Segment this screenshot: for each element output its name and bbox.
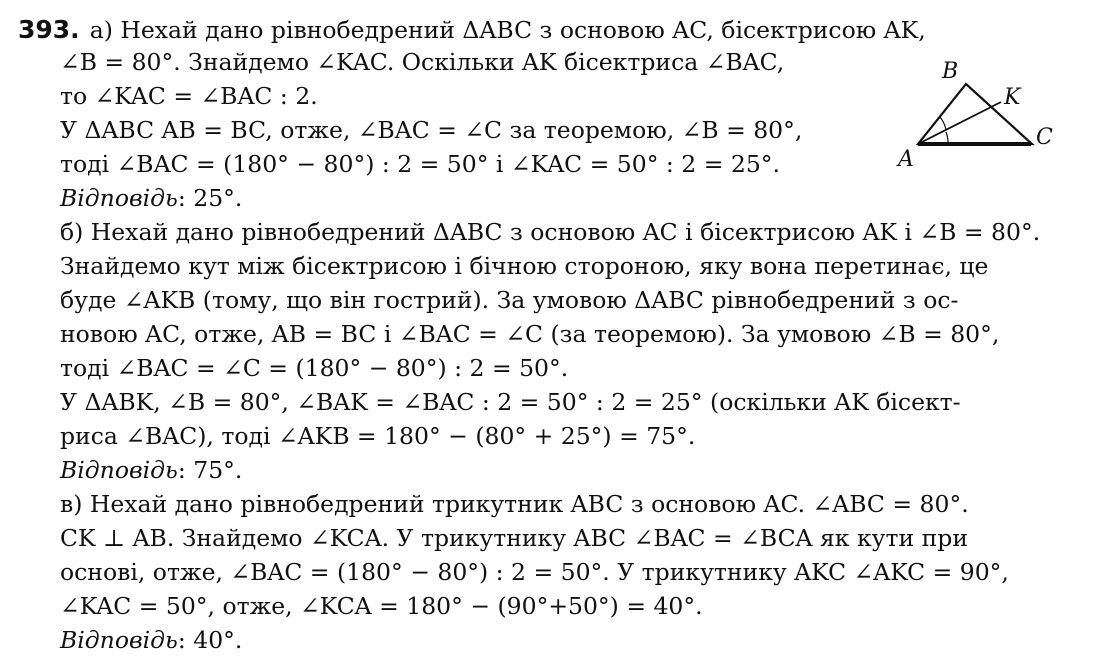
- answer-label: Відповідь: [60, 456, 178, 484]
- answer-b: [60, 455, 242, 486]
- text-line: CK ⊥ AB. Знайдемо ∠KCA. У трикутнику ABC ∠BAC = ∠BCA як кути при: [60, 524, 968, 552]
- problem-line-5: [60, 149, 780, 180]
- problem-line-10: [60, 353, 568, 384]
- problem-line-12: [60, 421, 695, 452]
- angle-arc-1: [940, 117, 946, 130]
- text-line: тоді ∠BAC = ∠C = (180° − 80°) : 2 = 50°.: [60, 354, 569, 382]
- text-line: основі, отже, ∠BAC = (180° − 80°) : 2 = 50°. У трикутнику AKC ∠AKC = 90°,: [60, 558, 1009, 586]
- problem-line-3: [60, 81, 318, 112]
- text-line: а) Нехай дано рівнобедрений ΔABC з основою AC, бісектрисою AK,: [89, 16, 926, 44]
- answer-label: Відповідь: [60, 184, 178, 212]
- text-line: тоді ∠BAC = (180° − 80°) : 2 = 50° і ∠KAC = 50° : 2 = 25°.: [60, 150, 781, 178]
- text-line: то ∠KAC = ∠BAC : 2.: [60, 82, 318, 110]
- answer-a: [60, 183, 242, 214]
- problem-line-7: [60, 251, 988, 282]
- problem-line-13: [60, 489, 969, 520]
- triangle-figure: [890, 56, 1070, 176]
- problem-line-8: [60, 285, 958, 316]
- problem-line-9: [60, 319, 999, 350]
- answer-value: : 75°.: [177, 456, 243, 484]
- problem-line-2: [60, 47, 784, 78]
- text-line: буде ∠AKB (тому, що він гострий). За умовою ΔABC рівнобедрений з ос-: [60, 286, 959, 314]
- problem-line-6: [60, 217, 1040, 248]
- answer-label: Відповідь: [60, 626, 178, 654]
- problem-line-14: [60, 523, 968, 554]
- problem-line-4: [60, 115, 802, 146]
- answer-value: : 25°.: [177, 184, 243, 212]
- problem-line-16: [60, 591, 703, 622]
- problem-line-15: [60, 557, 1009, 588]
- problem-line-1: [18, 14, 926, 45]
- vertex-label-a: A: [898, 147, 914, 172]
- bisector-ak: [918, 102, 1001, 144]
- text-line: У ΔABC AB = BC, отже, ∠BAC = ∠C за теоремою, ∠B = 80°,: [60, 116, 803, 144]
- text-line: б) Нехай дано рівнобедрений ΔABC з основою AC і бісектрисою AK і ∠B = 80°.: [60, 218, 1041, 246]
- text-line: Знайдемо кут між бісектрисою і бічною стороною, яку вона перетинає, це: [60, 252, 989, 280]
- vertex-label-k: K: [1004, 85, 1021, 110]
- text-line: ∠KAC = 50°, отже, ∠KCA = 180° − (90°+50°) = 40°.: [60, 592, 703, 620]
- vertex-label-c: C: [1036, 125, 1053, 150]
- text-line: У ΔABK, ∠B = 80°, ∠BAK = ∠BAC : 2 = 50° : 2 = 25° (оскільки AK бісект-: [60, 388, 961, 416]
- text-line: новою AC, отже, AB = BC і ∠BAC = ∠C (за теоремою). За умовою ∠B = 80°,: [60, 320, 1000, 348]
- problem-number: 393.: [18, 15, 80, 44]
- vertex-label-b: B: [942, 59, 959, 84]
- answer-value: : 40°.: [177, 626, 243, 654]
- text-line: ∠B = 80°. Знайдемо ∠KAC. Оскільки AK бісектриса ∠BAC,: [60, 48, 785, 76]
- answer-c: [60, 625, 242, 656]
- text-line: риса ∠BAC), тоді ∠AKB = 180° − (80° + 25°) = 75°.: [60, 422, 696, 450]
- problem-line-11: [60, 387, 961, 418]
- text-line: в) Нехай дано рівнобедрений трикутник ABC з основою AC. ∠ABC = 80°.: [60, 490, 969, 518]
